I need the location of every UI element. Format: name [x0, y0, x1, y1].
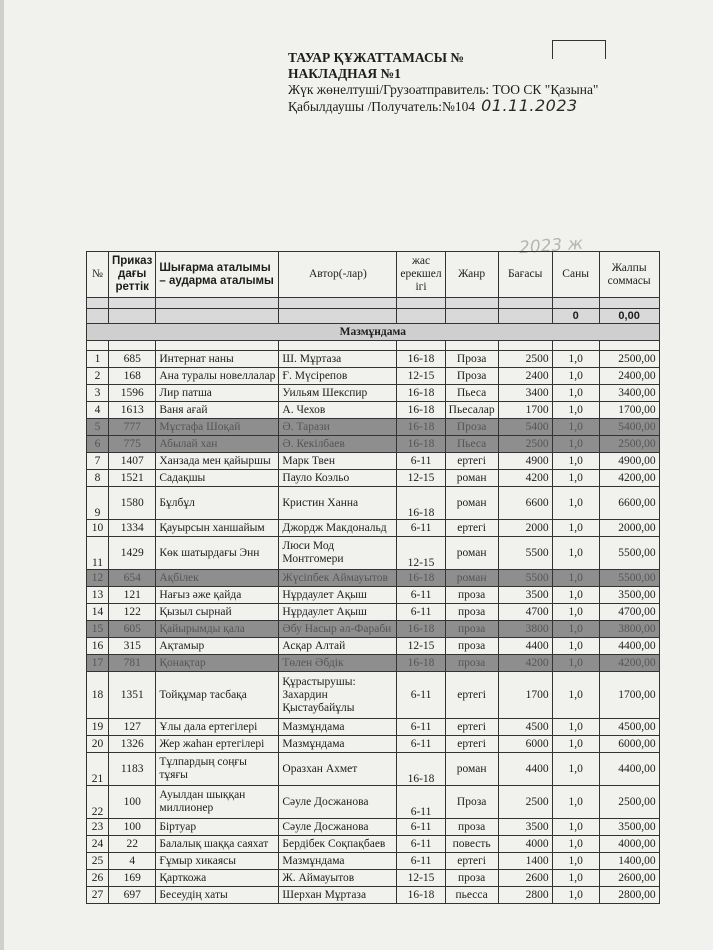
cell-order: 654 — [109, 570, 156, 587]
cell-genre: проза — [445, 870, 498, 887]
col-price: Бағасы — [498, 252, 552, 298]
cell-age: 16-18 — [397, 621, 445, 638]
cell-num: 14 — [87, 604, 109, 621]
cell-order: 1407 — [109, 453, 156, 470]
cell-order: 1429 — [109, 537, 156, 570]
cell-qty: 1,0 — [552, 836, 599, 853]
cell-age: 12-15 — [397, 537, 445, 570]
cell-num: 12 — [87, 570, 109, 587]
cell-genre: роман — [445, 753, 498, 786]
cell-order: 121 — [109, 587, 156, 604]
cell-qty: 1,0 — [552, 604, 599, 621]
cell-title: Ұлы дала ертегілері — [156, 719, 279, 736]
table-row — [87, 621, 660, 638]
cell-price: 4400 — [498, 638, 552, 655]
cell-age: 16-18 — [397, 655, 445, 672]
cell-price: 2800 — [498, 887, 552, 904]
cell-total: 4200,00 — [599, 655, 659, 672]
cell-author: Төлен Әбдік — [279, 655, 397, 672]
cell-order: 781 — [109, 655, 156, 672]
cell-age: 16-18 — [397, 351, 445, 368]
cell-genre: ертегі — [445, 719, 498, 736]
cell-title: Жер жаһан ертегілері — [156, 736, 279, 753]
table-row — [87, 786, 660, 819]
cell-total: 3800,00 — [599, 621, 659, 638]
cell-title: Садақшы — [156, 470, 279, 487]
cell-author: Әбу Насыр әл-Фараби — [279, 621, 397, 638]
spacer-row — [87, 341, 660, 351]
cell-price: 2400 — [498, 368, 552, 385]
cell-qty: 1,0 — [552, 453, 599, 470]
cell-age: 6-11 — [397, 836, 445, 853]
cell-author: Люси Мод Монтгомери — [279, 537, 397, 570]
cell-genre: Проза — [445, 351, 498, 368]
cell-price: 2500 — [498, 351, 552, 368]
cell-age: 6-11 — [397, 672, 445, 719]
cell-num: 24 — [87, 836, 109, 853]
cell-qty: 1,0 — [552, 470, 599, 487]
cell-genre: Проза — [445, 368, 498, 385]
cell-order: 1351 — [109, 672, 156, 719]
cell-genre: проза — [445, 655, 498, 672]
table-row — [87, 719, 660, 736]
cell-age: 16-18 — [397, 385, 445, 402]
table-row — [87, 672, 660, 719]
cell-age: 16-18 — [397, 887, 445, 904]
cell-num: 23 — [87, 819, 109, 836]
table-row — [87, 604, 660, 621]
cell-author: Пауло Коэльо — [279, 470, 397, 487]
receiver-label: Қабылдаушы /Получатель: — [288, 99, 442, 114]
cell-title: Бұлбұл — [156, 487, 279, 520]
cell-age: 12-15 — [397, 470, 445, 487]
cell-age: 6-11 — [397, 520, 445, 537]
cell-qty: 1,0 — [552, 487, 599, 520]
cell-author: Асқар Алтай — [279, 638, 397, 655]
cell-age: 16-18 — [397, 402, 445, 419]
cell-genre: роман — [445, 470, 498, 487]
table-row — [87, 520, 660, 537]
cell-order: 100 — [109, 786, 156, 819]
cell-author: Оразхан Ахмет — [279, 753, 397, 786]
cell-title: Абылай хан — [156, 436, 279, 453]
cell-author: Ә. Тарази — [279, 419, 397, 436]
cell-num: 16 — [87, 638, 109, 655]
cell-qty: 1,0 — [552, 351, 599, 368]
cell-genre: ертегі — [445, 520, 498, 537]
document-title: ТАУАР ҚҰЖАТТАМАСЫ № — [288, 50, 464, 65]
section-title: Мазмұндама — [87, 324, 660, 341]
col-num: № — [87, 252, 109, 298]
cell-order: 1580 — [109, 487, 156, 520]
cell-order: 697 — [109, 887, 156, 904]
cell-total: 2000,00 — [599, 520, 659, 537]
cell-author: Кристин Ханна — [279, 487, 397, 520]
cell-order: 168 — [109, 368, 156, 385]
cell-age: 6-11 — [397, 453, 445, 470]
cell-genre: Проза — [445, 786, 498, 819]
cell-price: 4200 — [498, 655, 552, 672]
cell-qty: 1,0 — [552, 436, 599, 453]
cell-genre: проза — [445, 587, 498, 604]
cell-qty: 1,0 — [552, 537, 599, 570]
cell-age: 6-11 — [397, 604, 445, 621]
cell-title: Бесеудің хаты — [156, 887, 279, 904]
cell-num: 22 — [87, 786, 109, 819]
cell-qty: 1,0 — [552, 853, 599, 870]
cell-title: Көк шатырдағы Энн — [156, 537, 279, 570]
cell-price: 2600 — [498, 870, 552, 887]
cell-genre: ертегі — [445, 853, 498, 870]
cell-price: 3500 — [498, 819, 552, 836]
cell-title: Мұстафа Шоқай — [156, 419, 279, 436]
cell-total: 4700,00 — [599, 604, 659, 621]
table-row — [87, 487, 660, 520]
cell-order: 4 — [109, 853, 156, 870]
cell-num: 17 — [87, 655, 109, 672]
cell-price: 6000 — [498, 736, 552, 753]
cell-price: 3400 — [498, 385, 552, 402]
table-row — [87, 419, 660, 436]
cell-age: 12-15 — [397, 638, 445, 655]
cell-price: 1700 — [498, 402, 552, 419]
table-row — [87, 537, 660, 570]
cell-order: 169 — [109, 870, 156, 887]
cell-total: 3500,00 — [599, 587, 659, 604]
cell-author: Сәуле Досжанова — [279, 819, 397, 836]
cell-genre: Пьеса — [445, 385, 498, 402]
cell-author: Құрастырушы: Захардин Қыстаубайұлы — [279, 672, 397, 719]
cell-author: Ш. Мұртаза — [279, 351, 397, 368]
cell-author: Нұрдаулет Ақыш — [279, 587, 397, 604]
cell-qty: 1,0 — [552, 385, 599, 402]
cell-total: 3500,00 — [599, 819, 659, 836]
cell-title: Ханзада мен қайыршы — [156, 453, 279, 470]
cell-title: Ауылдан шыққан миллионер — [156, 786, 279, 819]
cell-title: Қайырымды қала — [156, 621, 279, 638]
cell-title: Қонақтар — [156, 655, 279, 672]
cell-age: 16-18 — [397, 419, 445, 436]
cell-age: 6-11 — [397, 853, 445, 870]
cell-num: 1 — [87, 351, 109, 368]
cell-qty: 1,0 — [552, 638, 599, 655]
cell-price: 3500 — [498, 587, 552, 604]
cell-genre: Пьесалар — [445, 402, 498, 419]
cell-price: 2000 — [498, 520, 552, 537]
cell-total: 1700,00 — [599, 402, 659, 419]
table-row — [87, 368, 660, 385]
cell-price: 4200 — [498, 470, 552, 487]
cell-order: 1326 — [109, 736, 156, 753]
cell-total: 2500,00 — [599, 351, 659, 368]
cell-order: 1596 — [109, 385, 156, 402]
cell-genre: проза — [445, 604, 498, 621]
cell-title: Тұлпардың соңғы тұяғы — [156, 753, 279, 786]
section-row — [87, 324, 660, 341]
cell-order: 775 — [109, 436, 156, 453]
cell-age: 16-18 — [397, 753, 445, 786]
cell-author: Ж. Аймауытов — [279, 870, 397, 887]
cell-genre: роман — [445, 570, 498, 587]
cell-price: 4500 — [498, 719, 552, 736]
cell-qty: 1,0 — [552, 736, 599, 753]
col-age: жас ерекшел ігі — [397, 252, 445, 298]
totals-row — [87, 309, 660, 324]
cell-total: 3400,00 — [599, 385, 659, 402]
cell-author: Уильям Шекспир — [279, 385, 397, 402]
table-row — [87, 853, 660, 870]
cell-age: 6-11 — [397, 736, 445, 753]
cell-price: 1700 — [498, 672, 552, 719]
table-row — [87, 753, 660, 786]
cell-total: 2800,00 — [599, 887, 659, 904]
cell-title: Интернат наны — [156, 351, 279, 368]
cell-total: 4500,00 — [599, 719, 659, 736]
handwritten-date: 01.11.2023 — [481, 96, 578, 115]
cell-num: 18 — [87, 672, 109, 719]
cell-qty: 1,0 — [552, 419, 599, 436]
cell-total: 5400,00 — [599, 419, 659, 436]
col-order: Приказ дағы реттік — [109, 252, 156, 298]
cell-price: 1400 — [498, 853, 552, 870]
table-row — [87, 587, 660, 604]
cell-author: Мазмұндама — [279, 719, 397, 736]
cell-genre: ертегі — [445, 736, 498, 753]
cell-price: 4700 — [498, 604, 552, 621]
cell-qty: 1,0 — [552, 520, 599, 537]
cell-order: 122 — [109, 604, 156, 621]
table-row — [87, 385, 660, 402]
cell-title: Ваня ағай — [156, 402, 279, 419]
cell-num: 3 — [87, 385, 109, 402]
cell-title: Қызыл сырнай — [156, 604, 279, 621]
cell-num: 10 — [87, 520, 109, 537]
cell-price: 4900 — [498, 453, 552, 470]
cell-total: 2500,00 — [599, 786, 659, 819]
col-genre: Жанр — [445, 252, 498, 298]
cell-author: Ә. Кекілбаев — [279, 436, 397, 453]
cell-order: 1183 — [109, 753, 156, 786]
cell-title: Балалық шаққа саяхат — [156, 836, 279, 853]
cell-total: 4000,00 — [599, 836, 659, 853]
header-subrow — [87, 298, 660, 309]
sender-line: Жүк жөнелтуші/Грузоатправитель: ТОО СК "Қазына" — [288, 82, 599, 97]
receiver-line — [288, 98, 708, 115]
cell-total: 4200,00 — [599, 470, 659, 487]
table-row — [87, 870, 660, 887]
cell-num: 20 — [87, 736, 109, 753]
cell-num: 26 — [87, 870, 109, 887]
table-row — [87, 470, 660, 487]
table-row — [87, 819, 660, 836]
cell-order: 22 — [109, 836, 156, 853]
cell-qty: 1,0 — [552, 368, 599, 385]
cell-order: 1521 — [109, 470, 156, 487]
cell-author: Мазмұндама — [279, 736, 397, 753]
table-row — [87, 638, 660, 655]
cell-genre: проза — [445, 638, 498, 655]
cell-price: 4000 — [498, 836, 552, 853]
cell-age: 16-18 — [397, 436, 445, 453]
table-row — [87, 351, 660, 368]
cell-total: 5500,00 — [599, 537, 659, 570]
cell-total: 2600,00 — [599, 870, 659, 887]
cell-price: 5500 — [498, 570, 552, 587]
cell-age: 6-11 — [397, 587, 445, 604]
receiver-number: №104 — [441, 99, 476, 114]
cell-price: 3800 — [498, 621, 552, 638]
cell-title: Ана туралы новеллалар — [156, 368, 279, 385]
cell-age: 12-15 — [397, 870, 445, 887]
table-row — [87, 887, 660, 904]
cell-genre: Проза — [445, 419, 498, 436]
cell-order: 315 — [109, 638, 156, 655]
cell-num: 2 — [87, 368, 109, 385]
table-row — [87, 655, 660, 672]
cell-author: Шерхан Мұртаза — [279, 887, 397, 904]
cell-title: Қауырсын ханшайым — [156, 520, 279, 537]
cell-qty: 1,0 — [552, 786, 599, 819]
cell-num: 5 — [87, 419, 109, 436]
col-qty: Саны — [552, 252, 599, 298]
totals-qty: 0 — [552, 309, 599, 324]
cell-qty: 1,0 — [552, 621, 599, 638]
cell-genre: роман — [445, 537, 498, 570]
cell-total: 6000,00 — [599, 736, 659, 753]
cell-author: Марк Твен — [279, 453, 397, 470]
cell-title: Тойқұмар тасбақа — [156, 672, 279, 719]
cell-title: Ақбілек — [156, 570, 279, 587]
cell-num: 8 — [87, 470, 109, 487]
cell-num: 4 — [87, 402, 109, 419]
cell-genre: проза — [445, 621, 498, 638]
cell-author: А. Чехов — [279, 402, 397, 419]
cell-age: 6-11 — [397, 819, 445, 836]
cell-num: 21 — [87, 753, 109, 786]
cell-num: 13 — [87, 587, 109, 604]
table-row — [87, 453, 660, 470]
cell-qty: 1,0 — [552, 887, 599, 904]
cell-title: Біртуар — [156, 819, 279, 836]
cell-qty: 1,0 — [552, 819, 599, 836]
cell-total: 4900,00 — [599, 453, 659, 470]
cell-title: Лир патша — [156, 385, 279, 402]
cell-num: 19 — [87, 719, 109, 736]
cell-total: 2400,00 — [599, 368, 659, 385]
cell-genre: проза — [445, 819, 498, 836]
cell-author: Жүсіпбек Аймауытов — [279, 570, 397, 587]
cell-num: 15 — [87, 621, 109, 638]
cell-author: Джордж Макдональд — [279, 520, 397, 537]
cell-total: 6600,00 — [599, 487, 659, 520]
cell-age: 12-15 — [397, 368, 445, 385]
cell-qty: 1,0 — [552, 870, 599, 887]
document-header — [288, 50, 708, 115]
cell-total: 4400,00 — [599, 753, 659, 786]
cell-author: Мазмұндама — [279, 853, 397, 870]
cell-age: 16-18 — [397, 570, 445, 587]
cell-num: 6 — [87, 436, 109, 453]
cell-num: 25 — [87, 853, 109, 870]
cell-total: 4400,00 — [599, 638, 659, 655]
cell-total: 5500,00 — [599, 570, 659, 587]
cell-num: 27 — [87, 887, 109, 904]
cell-genre: ертегі — [445, 672, 498, 719]
cell-total: 1400,00 — [599, 853, 659, 870]
cell-num: 7 — [87, 453, 109, 470]
cell-order: 100 — [109, 819, 156, 836]
cell-qty: 1,0 — [552, 719, 599, 736]
cell-order: 127 — [109, 719, 156, 736]
cell-age: 6-11 — [397, 786, 445, 819]
cell-age: 16-18 — [397, 487, 445, 520]
cell-qty: 1,0 — [552, 672, 599, 719]
faint-handwritten-mark: 2023 ж — [518, 233, 584, 259]
cell-qty: 1,0 — [552, 570, 599, 587]
table-row — [87, 436, 660, 453]
cell-title: Қарткожа — [156, 870, 279, 887]
col-author: Автор(-лар) — [279, 252, 397, 298]
cell-price: 5500 — [498, 537, 552, 570]
table-row — [87, 736, 660, 753]
cell-qty: 1,0 — [552, 753, 599, 786]
cell-author: Бердібек Соқпақбаев — [279, 836, 397, 853]
invoice-table — [86, 251, 660, 904]
cell-price: 5400 — [498, 419, 552, 436]
cell-author: Ғ. Мүсірепов — [279, 368, 397, 385]
cell-order: 777 — [109, 419, 156, 436]
cell-genre: Пьеса — [445, 436, 498, 453]
col-title: Шығарма аталымы – аударма аталымы — [156, 252, 279, 298]
cell-price: 2500 — [498, 436, 552, 453]
col-total: Жалпы соммасы — [599, 252, 659, 298]
cell-price: 2500 — [498, 786, 552, 819]
cell-price: 6600 — [498, 487, 552, 520]
document-subtitle: НАКЛАДНАЯ №1 — [288, 66, 401, 81]
cell-num: 11 — [87, 537, 109, 570]
cell-genre: роман — [445, 487, 498, 520]
cell-title: Ғұмыр хикаясы — [156, 853, 279, 870]
cell-title: Ақтамыр — [156, 638, 279, 655]
cell-order: 1334 — [109, 520, 156, 537]
table-row — [87, 570, 660, 587]
cell-age: 6-11 — [397, 719, 445, 736]
cell-genre: повесть — [445, 836, 498, 853]
table-row — [87, 836, 660, 853]
cell-order: 605 — [109, 621, 156, 638]
cell-qty: 1,0 — [552, 402, 599, 419]
cell-author: Нұрдаулет Ақыш — [279, 604, 397, 621]
cell-title: Нағыз әже қайда — [156, 587, 279, 604]
cell-qty: 1,0 — [552, 655, 599, 672]
table-row — [87, 402, 660, 419]
cell-qty: 1,0 — [552, 587, 599, 604]
cell-order: 1613 — [109, 402, 156, 419]
cell-genre: ертегі — [445, 453, 498, 470]
cell-genre: пьесса — [445, 887, 498, 904]
totals-sum: 0,00 — [599, 309, 659, 324]
cell-total: 2500,00 — [599, 436, 659, 453]
cell-order: 685 — [109, 351, 156, 368]
cell-price: 4400 — [498, 753, 552, 786]
cell-num: 9 — [87, 487, 109, 520]
cell-total: 1700,00 — [599, 672, 659, 719]
cell-author: Сәуле Досжанова — [279, 786, 397, 819]
